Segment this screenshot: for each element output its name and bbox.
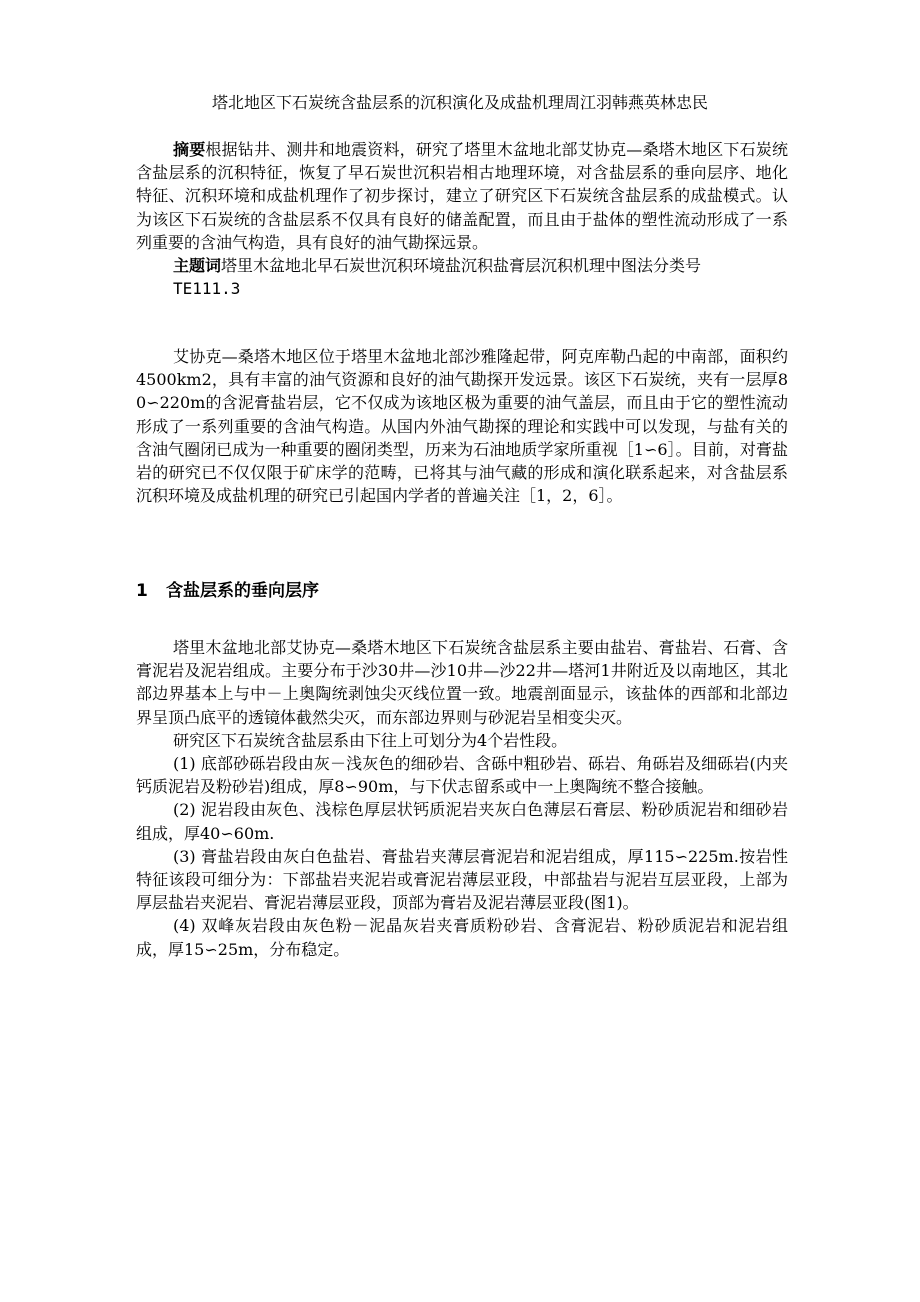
section-paragraph: (1) 底部砂砾岩段由灰－浅灰色的细砂岩、含砾中粗砂岩、砾岩、角砾岩及细砾岩(内夹钙质泥岩及粉砂岩)组成，厚8∽90m，与下伏志留系或中一上奥陶统不整合接触。 [136, 754, 788, 797]
keywords-label: 主题词 [173, 256, 222, 276]
abstract-paragraph [136, 138, 788, 254]
abstract-text: 根据钻井、测井和地震资料，研究了塔里木盆地北部艾协克—桑塔木地区下石炭统含盐层系的沉积特征，恢复了早石炭世沉积岩相古地理环境，对含盐层系的垂向层序、地化特征、沉积环境和成盐机理作了初步探讨，建立了研究区下石炭统含盐层系的成盐模式。认为该区下石炭统的含盐层系不仅具有良好的储盖配置，而且由于盐体的塑性流动形成了一系列重要的含油气构造，具有良好的油气勘探远景。 [136, 140, 788, 252]
section-paragraph: (2) 泥岩段由灰色、浅棕色厚层状钙质泥岩夹灰白色薄层石膏层、粉砂质泥岩和细砂岩组成，厚40∽60m. [136, 800, 788, 843]
section-paragraph: (3) 膏盐岩段由灰白色盐岩、膏盐岩夹薄层膏泥岩和泥岩组成，厚115∽225m.按岩性特征该段可细分为：下部盐岩夹泥岩或膏泥岩薄层亚段，中部盐岩与泥岩互层亚段，上部为厚层盐岩夹泥岩、膏泥岩薄层亚段，顶部为膏岩及泥岩薄层亚段(图1)。 [136, 846, 788, 913]
section-number: 1 [136, 581, 148, 601]
section-body [136, 636, 788, 961]
abstract-section [136, 138, 788, 300]
keywords-text: 塔里木盆地北早石炭世沉积环境盐沉积盐膏层沉积机理中图法分类号 [221, 256, 702, 276]
abstract-label: 摘要 [173, 140, 206, 159]
classification-number: TE111.3 [173, 279, 241, 299]
intro-paragraph: 艾协克—桑塔木地区位于塔里木盆地北部沙雅隆起带，阿克库勒凸起的中南部，面积约4500km2，具有丰富的油气资源和良好的油气勘探开发远景。该区下石炭统，夹有一层厚80∽220m的含泥膏盐岩层，它不仅成为该地区极为重要的油气盖层，而且由于它的塑性流动形成了一系列重要的含油气构造。从国内外油气勘探的理论和实践中可以发现，与盐有关的含油气圈闭已成为一种重要的圈闭类型，历来为石油地质学家所重视［1∽6］。目前，对膏盐岩的研究已不仅仅限于矿床学的范畴，已将其与油气藏的形成和演化联系起来，对含盐层系沉积环境及成盐机理的研究已引起国内学者的普遍关注［1，2，6］。 [136, 347, 788, 506]
section-paragraph: 塔里木盆地北部艾协克—桑塔木地区下石炭统含盐层系主要由盐岩、膏盐岩、石膏、含膏泥岩及泥岩组成。主要分布于沙30井—沙10井—沙22井—塔河1井附近及以南地区，其北部边界基本上与中－上奥陶统剥蚀尖灭线位置一致。地震剖面显示，该盐体的西部和北部边界呈顶凸底平的透镜体截然尖灭，而东部边界则与砂泥岩呈相变尖灭。 [136, 638, 788, 727]
section-heading [136, 578, 319, 604]
section-paragraph: 研究区下石炭统含盐层系由下往上可划分为4个岩性段。 [173, 730, 568, 750]
keywords-paragraph [136, 254, 788, 277]
intro-section [136, 345, 788, 507]
document-title: 塔北地区下石炭统含盐层系的沉积演化及成盐机理周江羽韩燕英林忠民 [211, 93, 708, 112]
section-paragraph: (4) 双峰灰岩段由灰色粉－泥晶灰岩夹膏质粉砂岩、含膏泥岩、粉砂质泥岩和泥岩组成，厚15∽25m，分布稳定。 [136, 916, 788, 959]
section-title: 含盐层系的垂向层序 [166, 581, 319, 601]
